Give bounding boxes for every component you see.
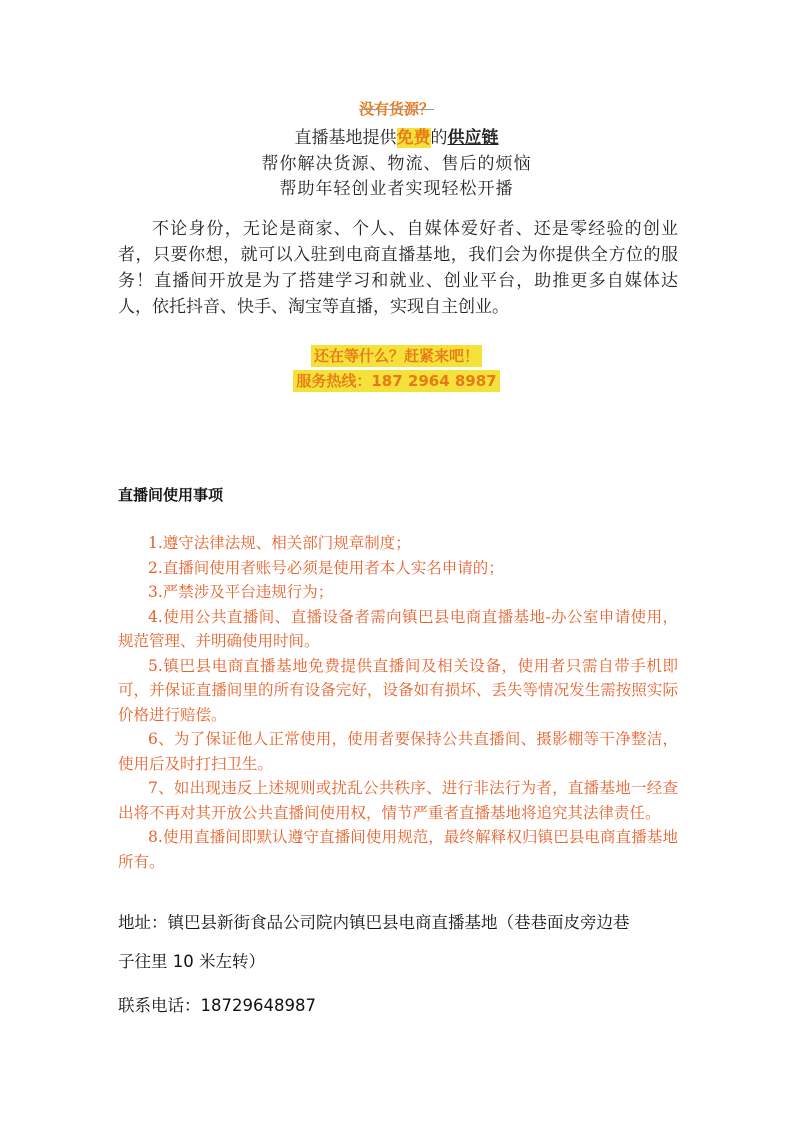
hotline-text: 服务热线：187 2964 8987 [293, 370, 499, 392]
rule-item: 1.遵守法律法规、相关部门规章制度； [148, 534, 411, 552]
rule-item: 8.使用直播间即默认遵守直播间使用规范，最终解释权归镇巴县电商直播基地所有。 [118, 828, 678, 871]
rule-item: 4.使用公共直播间、直播设备者需向镇巴县电商直播基地-办公室申请使用，规范管理、并明确使用时间。 [118, 607, 678, 650]
rule-item: 5.镇巴县电商直播基地免费提供直播间及相关设备，使用者只需自带手机即可，并保证直播间里的所有设备完好，设备如有损坏、丢失等情况发生需按照实际价格进行赔偿。 [118, 656, 678, 724]
supply-chain-text: 供应链 [447, 128, 499, 148]
intro-section [118, 216, 678, 320]
address-line-2: 子往里 10 米左转） [118, 952, 265, 971]
no-supply-question: 没有货源？ [358, 100, 434, 118]
rules-list [118, 531, 678, 874]
help-entrepreneurs-line: 帮助年轻创业者实现轻松开播 [279, 179, 514, 199]
rule-item: 2.直播间使用者账号必须是使用者本人实名申请的； [148, 558, 504, 577]
line2-mid: 的 [430, 128, 448, 148]
intro-paragraph: 不论身份，无论是商家、个人、自媒体爱好者、还是零经验的创业者，只要你想，就可以入驻到电商直播基地，我们会为你提供全方位的服务！直播间开放是为了搭建学习和就业、创业平台，助推更多自媒体达人，依托抖音、快手、淘宝等直播，实现自主创业。 [118, 219, 678, 317]
rule-item: 7、如出现违反上述规则或扰乱公共秩序、进行非法行为者，直播基地一经查出将不再对其开放公共直播间使用权，情节严重者直播基地将追究其法律责任。 [118, 779, 678, 822]
free-supply-chain-line [0, 123, 793, 148]
hotline-line [0, 370, 793, 391]
address-line-1: 地址：镇巴县新街食品公司院内镇巴县电商直播基地（巷巷面皮旁边巷 [118, 913, 630, 932]
contact-phone: 联系电话：18729648987 [118, 996, 316, 1015]
solve-problems-line: 帮你解决货源、物流、售后的烦恼 [261, 154, 532, 174]
cta-line [0, 345, 793, 366]
rules-title: 直播间使用事项 [118, 486, 224, 504]
line2-prefix: 直播基地提供 [294, 128, 397, 148]
free-highlight: 免费 [396, 128, 431, 148]
cta-text: 还在等什么？赶紧来吧！ [311, 345, 482, 367]
rule-item: 6、为了保证他人正常使用，使用者要保持公共直播间、摄影棚等干净整洁，使用后及时打扫卫生。 [118, 730, 678, 773]
rule-item: 3.严禁涉及平台违规行为； [148, 583, 334, 601]
